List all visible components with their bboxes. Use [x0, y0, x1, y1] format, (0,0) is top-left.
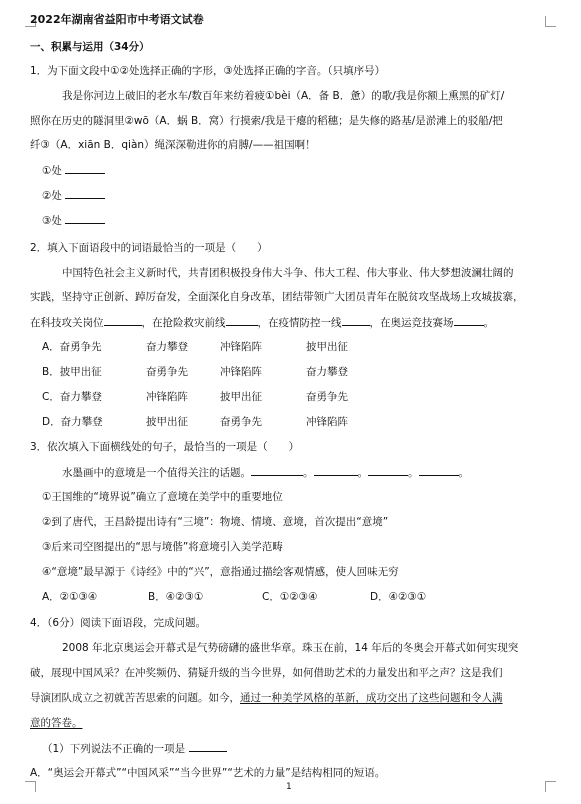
q4-subquestion-1-blank[interactable] [189, 741, 227, 752]
q2-option-a-w4: 披甲出征 [306, 341, 348, 353]
q2-option-c-w1[interactable]: C．奋力攀登 [42, 391, 102, 403]
q1-passage-line3: 纤③（A．xiān B．qiàn）绳深深勒进你的肩膊/——祖国啊！ [30, 139, 316, 151]
q2-option-b-w1[interactable]: B．披甲出征 [42, 366, 102, 378]
q3-sentence-3: ③后来司空图提出的“思与境偕”将意境引入美学范畴 [42, 541, 283, 553]
q2-option-a-w1[interactable]: A．奋勇争先 [42, 341, 102, 353]
crop-mark-top-right [545, 16, 556, 27]
q2-option-c-w4: 奋勇争先 [306, 391, 348, 403]
q3-stem: 3．依次填入下面横线处的句子，最恰当的一项是（ ） [30, 441, 300, 453]
q2-option-c-w2: 冲锋陷阵 [146, 391, 188, 403]
q2-stem: 2．填入下面语段中的词语最恰当的一项是（ ） [30, 242, 268, 254]
q1-answer-2-label: ②处 [42, 190, 62, 202]
exam-title: 2022年湖南省益阳市中考语文试卷 [30, 13, 204, 26]
q2-blank-2[interactable] [226, 315, 258, 326]
q4-subquestion-1-text: （1）下列说法不正确的一项是 [42, 743, 186, 755]
q4-passage-line4: 意的答卷。 [30, 717, 83, 729]
q3-sentence-4: ④“意境”最早源于《诗经》中的“兴”，意指通过描绘客观情感，使人回味无穷 [42, 566, 399, 578]
q4-stem: 4．（6分）阅读下面语段，完成问题。 [30, 617, 207, 629]
q1-answer-3-label: ③处 [42, 215, 62, 227]
q3-option-c[interactable]: C．①②③④ [262, 591, 318, 603]
q3-blank-1[interactable] [251, 465, 303, 476]
q2-fragment-3: ，在疫情防控一线 [257, 317, 342, 329]
q4-passage-line1: 2008 年北京奥运会开幕式是气势磅礴的盛世华章。珠玉在前，14 年后的冬奥会开幕式如何实现突 [62, 642, 519, 654]
q2-option-b-w2: 奋勇争先 [146, 366, 188, 378]
q3-option-b[interactable]: B．④②③① [148, 591, 204, 603]
q1-answer-1 [42, 163, 105, 178]
q3-blank-3[interactable] [368, 465, 408, 476]
crop-mark-bottom-left [25, 781, 36, 792]
q3-sentence-1: ①王国维的“境界说”确立了意境在美学中的重要地位 [42, 491, 283, 503]
q3-sentence-2: ②到了唐代，王昌龄提出诗有“三境”：物境、情境、意境，首次提出“意境” [42, 516, 389, 528]
q1-answer-1-label: ①处 [42, 165, 62, 177]
q1-answer-1-blank[interactable] [65, 163, 105, 174]
q1-passage-line1: 我是你河边上破旧的老水车/数百年来纺着疲①bèi（A．备 B．惫）的歌/我是你额上熏黑的矿灯/ [62, 90, 505, 102]
q2-option-d-w2: 披甲出征 [146, 416, 188, 428]
q2-fragment-2: ，在抢险救灾前线 [141, 317, 226, 329]
q4-underlined-sentence: 通过一种美学风格的革新，成功交出了这些问题和令人满 [240, 692, 503, 704]
q2-option-b-w3: 冲锋陷阵 [220, 366, 262, 378]
q2-passage-line2: 实践，坚持守正创新、踔厉奋发，全面深化自身改革，团结带领广大团员青年在脱贫攻坚战场上攻城拔寨， [30, 291, 524, 303]
q3-option-d[interactable]: D．④②③① [370, 591, 427, 603]
q2-option-b-w4: 奋力攀登 [306, 366, 348, 378]
q2-option-c-w3: 披甲出征 [220, 391, 262, 403]
q1-answer-2 [42, 188, 105, 203]
section-heading: 一、积累与运用（34分） [30, 41, 150, 53]
q1-stem: 1．为下面文段中①②处选择正确的字形，③处选择正确的字音。（只填序号） [30, 65, 386, 77]
q2-blank-1[interactable] [104, 315, 142, 326]
q4-subquestion-1 [42, 741, 227, 756]
q2-blank-3[interactable] [342, 315, 370, 326]
q4-passage-line2: 破，展现中国风采？在冲奖频仍、猜疑升级的当今世界，如何借助艺术的力量发出和平之声？这是我们 [30, 667, 503, 679]
q2-fragment-4: ，在奥运竞技赛场 [369, 317, 454, 329]
q4-passage-line3 [30, 691, 503, 705]
q2-option-a-w3: 冲锋陷阵 [220, 341, 262, 353]
q2-fragment-1: 在科技攻关岗位 [30, 317, 104, 329]
q2-option-a-w2: 奋力攀登 [146, 341, 188, 353]
q1-passage-line2: 照你在历史的隧洞里②wō（A．蜗 B．窝）行摸索/我是干瘪的稻穗；是失修的路基/是淤滩上的驳船/把 [30, 115, 503, 127]
q3-passage-text: 水墨画中的意境是一个值得关注的话题。 [62, 467, 251, 479]
q3-blank-2[interactable] [314, 465, 358, 476]
q3-blank-4[interactable] [419, 465, 459, 476]
q2-option-d-w1[interactable]: D．奋力攀登 [42, 416, 103, 428]
q2-option-d-w4: 冲锋陷阵 [306, 416, 348, 428]
q4-option-a[interactable]: A．“奥运会开幕式”“中国风采”“当今世界”“艺术的力量”是结构相同的短语。 [30, 767, 386, 779]
q1-answer-3-blank[interactable] [65, 213, 105, 224]
q1-answer-3 [42, 213, 105, 228]
q2-passage-line1: 中国特色社会主义新时代，共青团积极投身伟大斗争、伟大工程、伟大事业、伟大梦想波澜壮阔的 [62, 267, 514, 279]
page-number: 1 [286, 782, 292, 792]
q2-blank-4[interactable] [454, 315, 484, 326]
crop-mark-bottom-right [545, 781, 556, 792]
q3-passage: 水墨画中的意境是一个值得关注的话题。 。 。 。 。 [62, 467, 469, 479]
q4-passage-line3-text: 导演团队成立之初就苦苦思索的问题。如今， [30, 692, 240, 704]
q2-passage-line3: 在科技攻关岗位 ，在抢险救灾前线 ，在疫情防控一线 ，在奥运竞技赛场 。 [30, 317, 494, 329]
q2-option-d-w3: 奋勇争先 [220, 416, 262, 428]
q3-option-a[interactable]: A．②①③④ [42, 591, 98, 603]
q1-answer-2-blank[interactable] [65, 188, 105, 199]
